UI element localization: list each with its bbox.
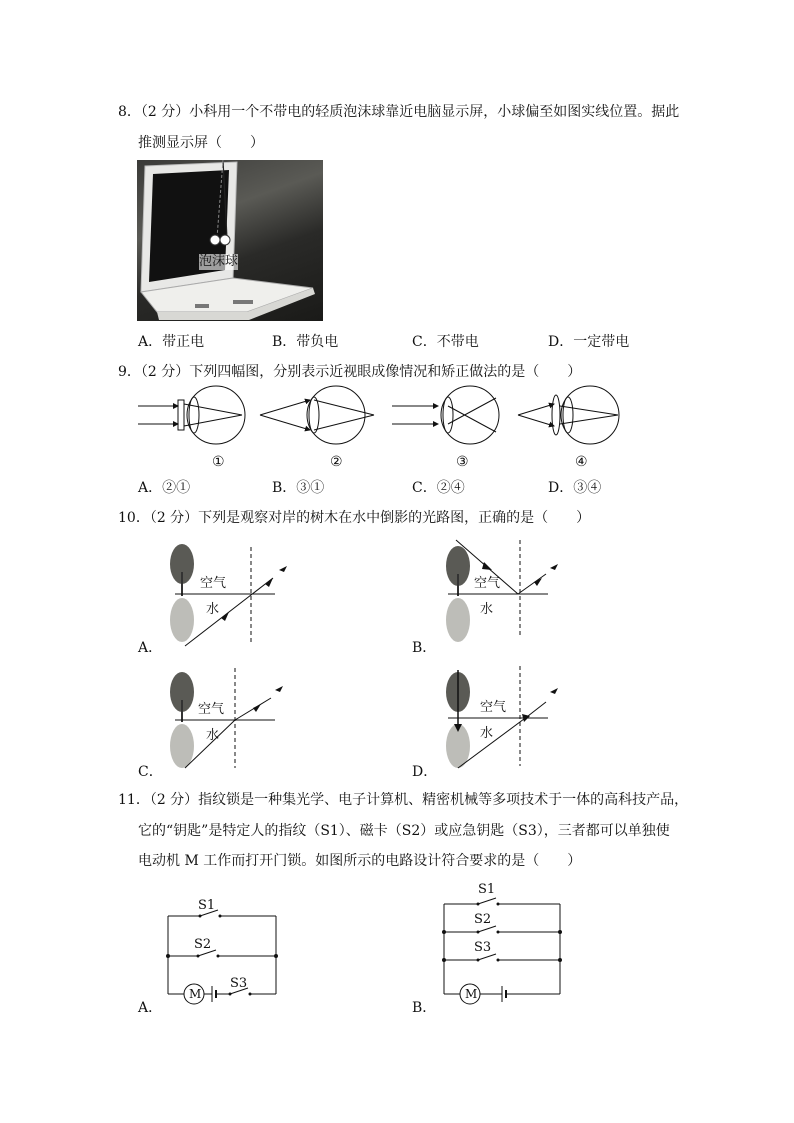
q10-option-a[interactable]: A． [138, 640, 163, 656]
q9-option-a[interactable]: A．②① [138, 480, 191, 496]
q10-d-water-label: 水 [480, 726, 494, 741]
circuit-b-s1-label: S1 [478, 882, 496, 897]
q10-option-b[interactable]: B． [412, 640, 437, 656]
q10-option-c[interactable]: C． [138, 764, 163, 780]
q10-figure-c [165, 668, 305, 778]
eye-diagram-2 [260, 386, 374, 444]
q9-fig-label-1: ① [212, 454, 225, 470]
q8-option-b[interactable]: B．带负电 [272, 334, 339, 350]
circuit-a-s1-label: S1 [198, 898, 216, 913]
q9-fig-label-3: ③ [456, 454, 469, 470]
q11-stem-line2: 它的“钥匙”是特定人的指纹（S1）、磁卡（S2）或应急钥匙（S3），三者都可以单独使 [138, 823, 670, 839]
q11-option-a[interactable]: A． [138, 1000, 163, 1016]
q8-option-d[interactable]: D．一定带电 [548, 334, 630, 350]
circuit-b-motor-label: M [465, 987, 478, 1001]
foam-ball-solid [220, 235, 230, 245]
foam-ball-dashed [210, 235, 220, 245]
q8-stem-line2: 推测显示屏（ ） [138, 135, 264, 151]
eye-diagram-1 [138, 386, 245, 444]
q8-stem-line1: 8．（2 分）小科用一个不带电的轻质泡沫球靠近电脑显示屏，小球偏至如图实线位置。据此 [118, 104, 680, 120]
q10-d-air-label: 空气 [480, 700, 507, 715]
circuit-b-s2-label: S2 [474, 912, 492, 927]
q10-a-air-label: 空气 [200, 576, 227, 591]
q9-option-c[interactable]: C．②④ [412, 480, 465, 496]
circuit-a-s3-label: S3 [230, 976, 248, 991]
q9-fig-label-2: ② [330, 454, 343, 470]
circuit-a-motor-label: M [189, 987, 202, 1001]
circuit-a-s2-label: S2 [194, 937, 212, 952]
eye-diagram-4 [518, 386, 619, 444]
q10-c-air-label: 空气 [198, 702, 225, 717]
q11-stem-line1: 11．（2 分）指纹锁是一种集光学、电子计算机、精密机械等多项技术于一体的高科技产品， [118, 792, 689, 808]
q10-figure-a [165, 542, 305, 652]
q9-stem: 9．（2 分）下列四幅图，分别表示近视眼成像情况和矫正做法的是（ ） [118, 364, 582, 380]
q8-option-a[interactable]: A．带正电 [138, 334, 205, 350]
q10-figure-d [438, 666, 578, 776]
q10-a-water-label: 水 [206, 602, 220, 617]
q9-option-d[interactable]: D．③④ [548, 480, 602, 496]
q10-figure-b [438, 540, 578, 650]
q11-circuit-b [438, 882, 578, 1002]
circuit-b-s3-label: S3 [474, 940, 492, 955]
q9-option-b[interactable]: B．③① [272, 480, 325, 496]
q10-option-d[interactable]: D． [412, 764, 438, 780]
q10-b-air-label: 空气 [474, 576, 501, 591]
eye-diagram-3 [392, 386, 499, 444]
laptop-photo [137, 160, 323, 321]
q8-option-c[interactable]: C．不带电 [412, 334, 479, 350]
laptop-drawing [137, 160, 323, 321]
foam-ball-label: 泡沫球 [199, 254, 239, 269]
q11-option-b[interactable]: B． [412, 1000, 437, 1016]
q10-b-water-label: 水 [480, 602, 494, 617]
q9-fig-label-4: ④ [575, 454, 588, 470]
q10-stem: 10．（2 分）下列是观察对岸的树木在水中倒影的光路图，正确的是（ ） [118, 510, 591, 526]
q9-eye-diagrams [130, 378, 630, 458]
q10-c-water-label: 水 [206, 728, 220, 743]
q11-stem-line3: 电动机 M 工作而打开门锁。如图所示的电路设计符合要求的是（ ） [138, 853, 582, 869]
